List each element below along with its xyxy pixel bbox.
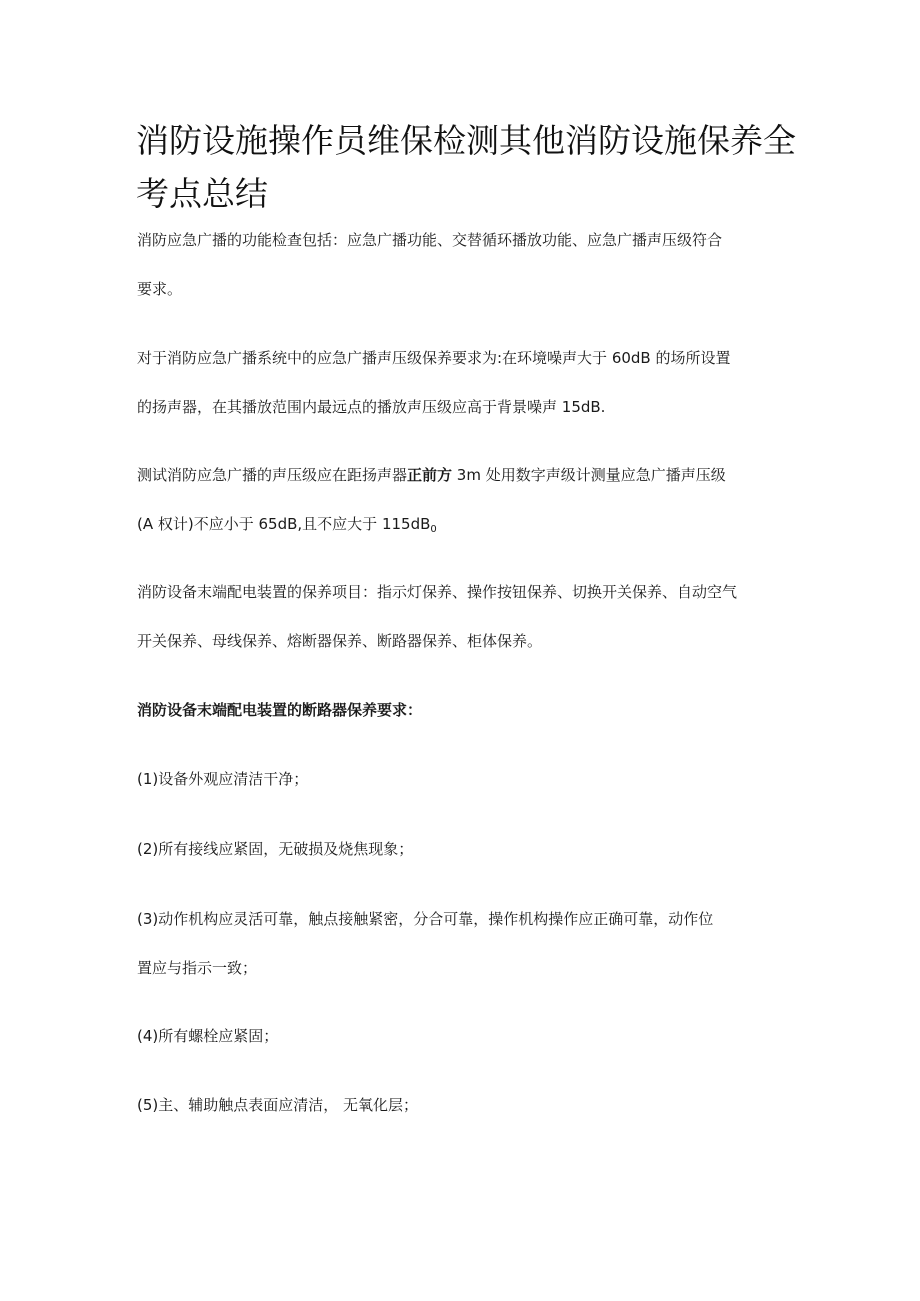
paragraph-2-line-2: 的扬声器，在其播放范围内最远点的播放声压级应高于背景噪声 15dB. bbox=[137, 398, 606, 416]
paragraph-2-line-1: 对于消防应急广播系统中的应急广播声压级保养要求为:在环境噪声大于 60dB 的场所设置 bbox=[137, 349, 731, 367]
paragraph-3-line-2-main: (A 权计)不应小于 65dB,且不应大于 115dB bbox=[137, 515, 431, 533]
paragraph-3-line-2-subscript: 0 bbox=[430, 524, 437, 535]
paragraph-1-line-2: 要求。 bbox=[137, 280, 183, 298]
paragraph-3-emphasis: 正前方 bbox=[407, 466, 453, 484]
paragraph-3-text-a: 测试消防应急广播的声压级应在距扬声器 bbox=[137, 466, 408, 484]
list-item-2: (2)所有接线应紧固，无破损及烧焦现象； bbox=[137, 840, 414, 858]
document-title: 消防设施操作员维保检测其他消防设施保养全考点总结 bbox=[136, 121, 796, 213]
paragraph-1-line-1: 消防应急广播的功能检查包括：应急广播功能、交替循环播放功能、应急广播声压级符合 bbox=[137, 231, 723, 249]
list-item-1: (1)设备外观应清洁干净； bbox=[137, 770, 309, 788]
list-item-3-line-2: 置应与指示一致； bbox=[137, 959, 258, 977]
paragraph-3-line-2 bbox=[137, 513, 437, 541]
paragraph-3-text-c: 3m 处用数字声级计测量应急广播声压级 bbox=[452, 466, 726, 484]
paragraph-3-line-1 bbox=[137, 464, 726, 486]
paragraph-4-line-2: 开关保养、母线保养、熔断器保养、断路器保养、柜体保养。 bbox=[137, 632, 543, 650]
paragraph-4-line-1: 消防设备末端配电装置的保养项目：指示灯保养、操作按钮保养、切换开关保养、自动空气 bbox=[137, 583, 738, 601]
section-heading: 消防设备末端配电装置的断路器保养要求： bbox=[137, 701, 423, 719]
list-item-5: (5)主、辅助触点表面应清洁， 无氧化层； bbox=[137, 1096, 419, 1114]
list-item-4: (4)所有螺栓应紧固； bbox=[137, 1027, 279, 1045]
list-item-3-line-1: (3)动作机构应灵活可靠，触点接触紧密，分合可靠，操作机构操作应正确可靠，动作位 bbox=[137, 910, 714, 928]
